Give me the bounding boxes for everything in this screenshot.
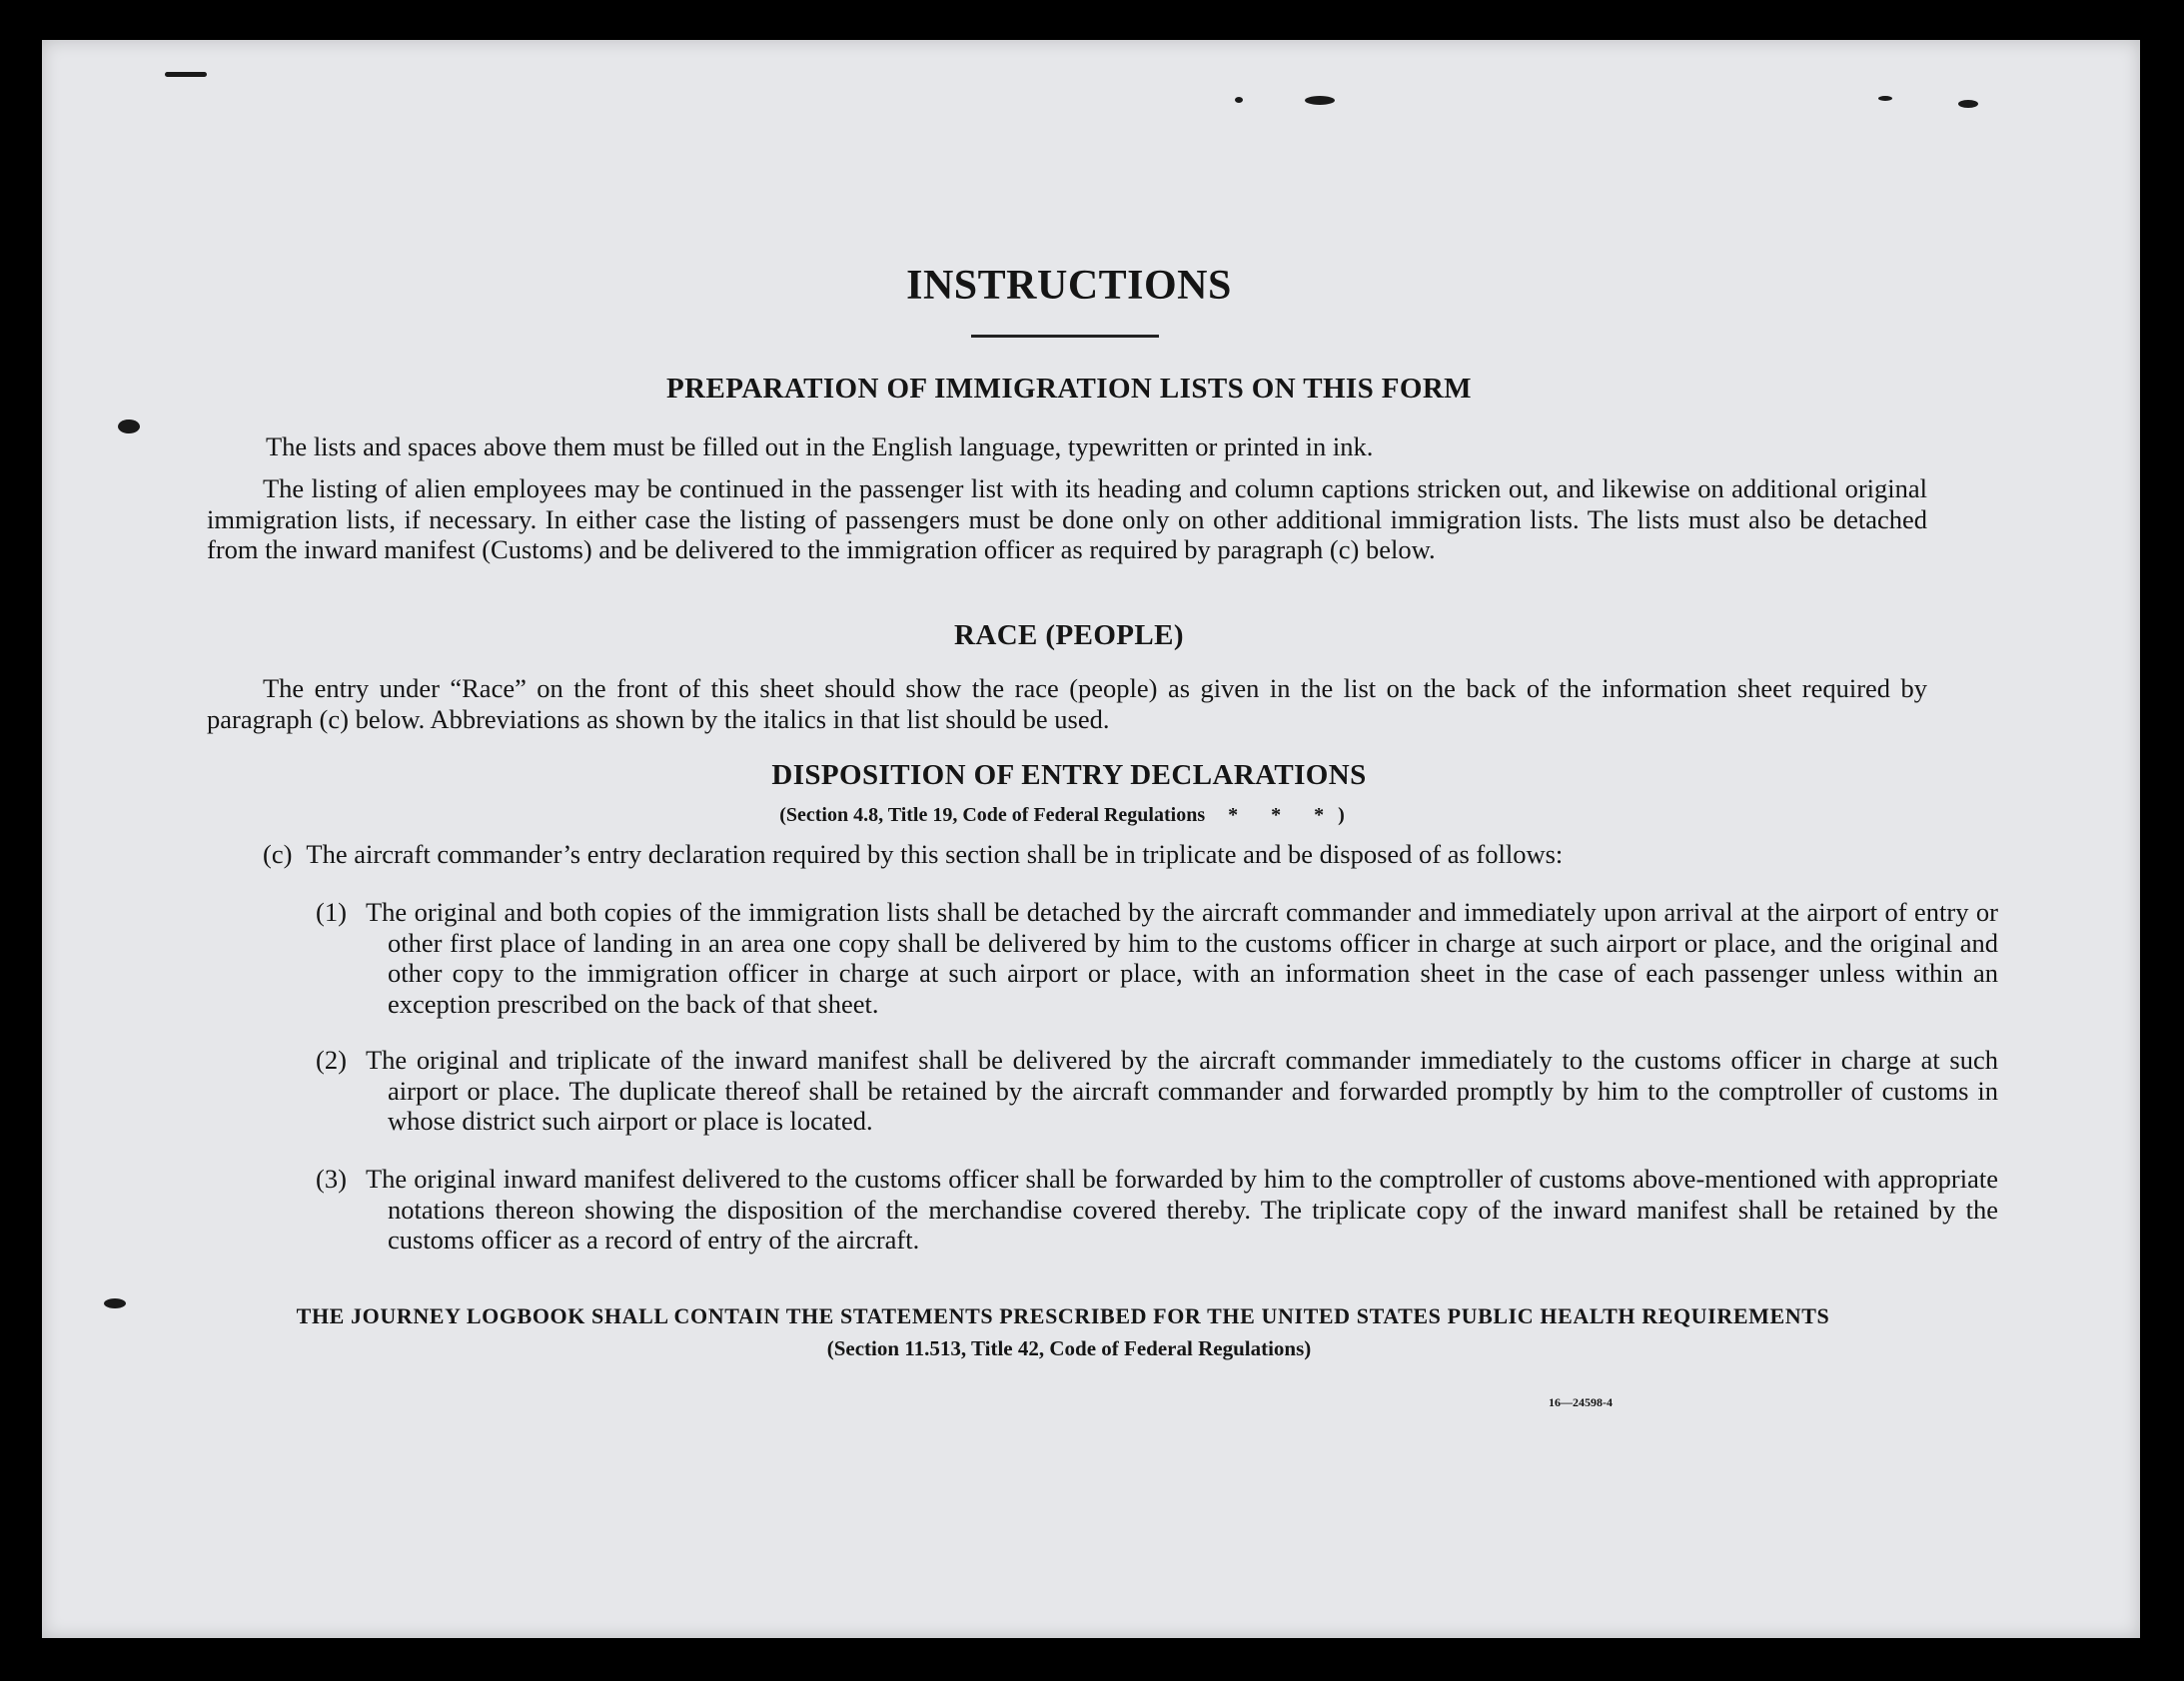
- section-heading-race: RACE (PEOPLE): [954, 619, 1184, 651]
- section-heading-preparation: PREPARATION OF IMMIGRATION LISTS ON THIS FORM: [666, 373, 1472, 405]
- disposition-intro: [263, 839, 1563, 870]
- intro-text: The aircraft commander’s entry declaration required by this section shall be in triplicate and be disposed of as follows:: [306, 839, 1564, 869]
- title-underline: [971, 335, 1159, 338]
- preparation-paragraph-2: The listing of alien employees may be continued in the passenger list with its heading and column captions stricken out, and likewise on additional original immigration lists, if necessary. In either case the listing of passengers must be done only on other additional immigration lists. The lists must also be detached from the inward manifest (Customs) and be delivered to the immigration officer as required by paragraph (c) below.: [207, 473, 1927, 564]
- scan-blot: [1235, 97, 1243, 103]
- scan-blot: [118, 420, 140, 433]
- footer-statement: THE JOURNEY LOGBOOK SHALL CONTAIN THE STATEMENTS PRESCRIBED FOR THE UNITED STATES PUBLIC HEALTH REQUIREMENTS: [296, 1303, 1830, 1328]
- scan-blot: [165, 72, 207, 77]
- section-heading-disposition: DISPOSITION OF ENTRY DECLARATIONS: [771, 759, 1367, 791]
- page-title: INSTRUCTIONS: [906, 263, 1232, 309]
- form-number: 16—24598-4: [1549, 1395, 1613, 1409]
- scan-blot: [1878, 96, 1892, 101]
- item-text: The original inward manifest delivered to the customs officer shall be forwarded by him to the comptroller of customs above-mentioned with appropriate notations thereon showing the disposition of the merchandise covered thereby. The triplicate copy of the inward manifest shall be retained by the customs officer as a record of entry of the aircraft.: [366, 1164, 1998, 1255]
- list-item: [316, 1045, 1998, 1137]
- citation-stars: * * *): [1228, 804, 1359, 826]
- scan-blot: [104, 1298, 126, 1308]
- item-text: The original and triplicate of the inward manifest shall be delivered by the aircraft commander immediately to the customs officer in charge at such airport or place. The duplicate thereof shall be retained by the aircraft commander and forwarded promptly by him to the comptroller of customs in whose district such airport or place is located.: [366, 1045, 1998, 1136]
- item-number: (3): [316, 1164, 347, 1194]
- item-text: The original and both copies of the immigration lists shall be detached by the aircraft commander and immediately upon arrival at the airport of entry or other first place of landing in an area one copy shall be delivered by him to the customs officer in charge at such airport or place, and the original and other copy to the immigration officer in charge at such airport or place, with an information sheet in the case of each passenger unless within an exception prescribed on the back of that sheet.: [366, 897, 1998, 1019]
- scan-blot: [1958, 100, 1978, 108]
- citation-text: (Section 4.8, Title 19, Code of Federal Regulations: [779, 804, 1206, 826]
- preparation-paragraph-1: The lists and spaces above them must be filled out in the English language, typewritten or printed in ink.: [266, 431, 1374, 461]
- intro-label: (c): [263, 839, 293, 869]
- list-item: [316, 897, 1998, 1019]
- scan-blot: [1305, 96, 1335, 105]
- race-paragraph: The entry under “Race” on the front of this sheet should show the race (people) as given in the list on the back of the information sheet required by paragraph (c) below. Abbreviations as shown by the italics in that list should be used.: [207, 673, 1927, 734]
- item-number: (1): [316, 897, 347, 927]
- footer-citation: (Section 11.513, Title 42, Code of Federal Regulations): [826, 1336, 1312, 1360]
- disposition-citation: [0, 804, 2138, 827]
- list-item: [316, 1164, 1998, 1256]
- item-number: (2): [316, 1045, 347, 1075]
